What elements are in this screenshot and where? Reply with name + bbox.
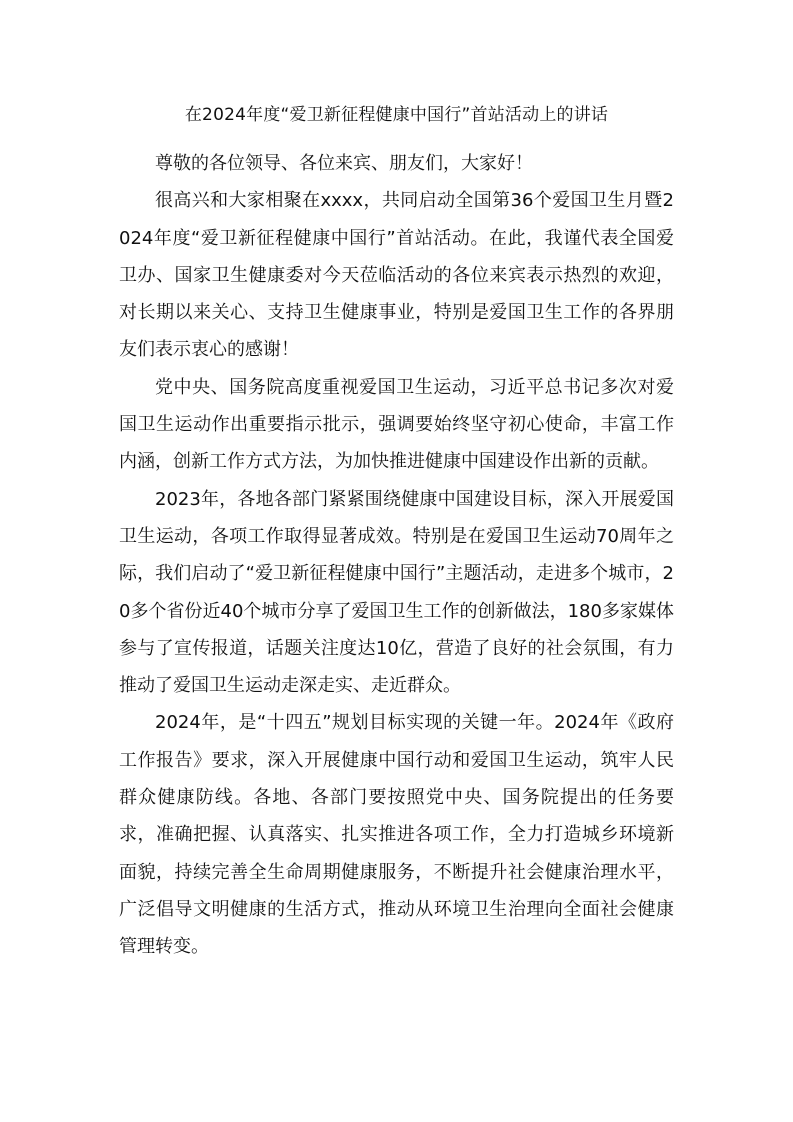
- paragraph-greeting: 尊敬的各位领导、各位来宾、朋友们，大家好！: [155, 153, 533, 174]
- paragraph-2023-review: 2023年，各地各部门紧紧围绕健康中国建设目标，深入开展爱国卫生运动，各项工作取得显著成效。特别是在爱国卫生运动70周年之际，我们启动了“爱卫新征程健康中国行”主题活动，走进多个城市，20多个省份近40个城市分享了爱国卫生工作的创新做法，180多家媒体参与了宣传报道，话题关注度达10亿，营造了良好的社会氛围，有力推动了爱国卫生运动走深走实、走近群众。: [119, 488, 674, 697]
- paragraph-welcome: 很高兴和大家相聚在xxxx，共同启动全国第36个爱国卫生月暨2024年度“爱卫新征程健康中国行”首站活动。在此，我谨代表全国爱卫办、国家卫生健康委对今天莅临活动的各位来宾表示热烈的欢迎，对长期以来关心、支持卫生健康事业，特别是爱国卫生工作的各界朋友们表示衷心的感谢！: [119, 190, 674, 361]
- document-body: [119, 145, 674, 966]
- paragraph-2024-plan: 2024年，是“十四五”规划目标实现的关键一年。2024年《政府工作报告》要求，深入开展健康中国行动和爱国卫生运动，筑牢人民群众健康防线。各地、各部门要按照党中央、国务院提出的任务要求，准确把握、认真落实、扎实推进各项工作，全力打造城乡环境新面貌，持续完善全生命周期健康服务，不断提升社会健康治理水平，广泛倡导文明健康的生活方式，推动从环境卫生治理向全面社会健康管理转变。: [119, 712, 674, 958]
- document-title: 在2024年度“爱卫新征程健康中国行”首站活动上的讲话: [184, 105, 609, 125]
- paragraph-central-guidance: 党中央、国务院高度重视爱国卫生运动，习近平总书记多次对爱国卫生运动作出重要指示批示，强调要始终坚守初心使命，丰富工作内涵，创新工作方式方法，为加快推进健康中国建设作出新的贡献。: [119, 376, 674, 473]
